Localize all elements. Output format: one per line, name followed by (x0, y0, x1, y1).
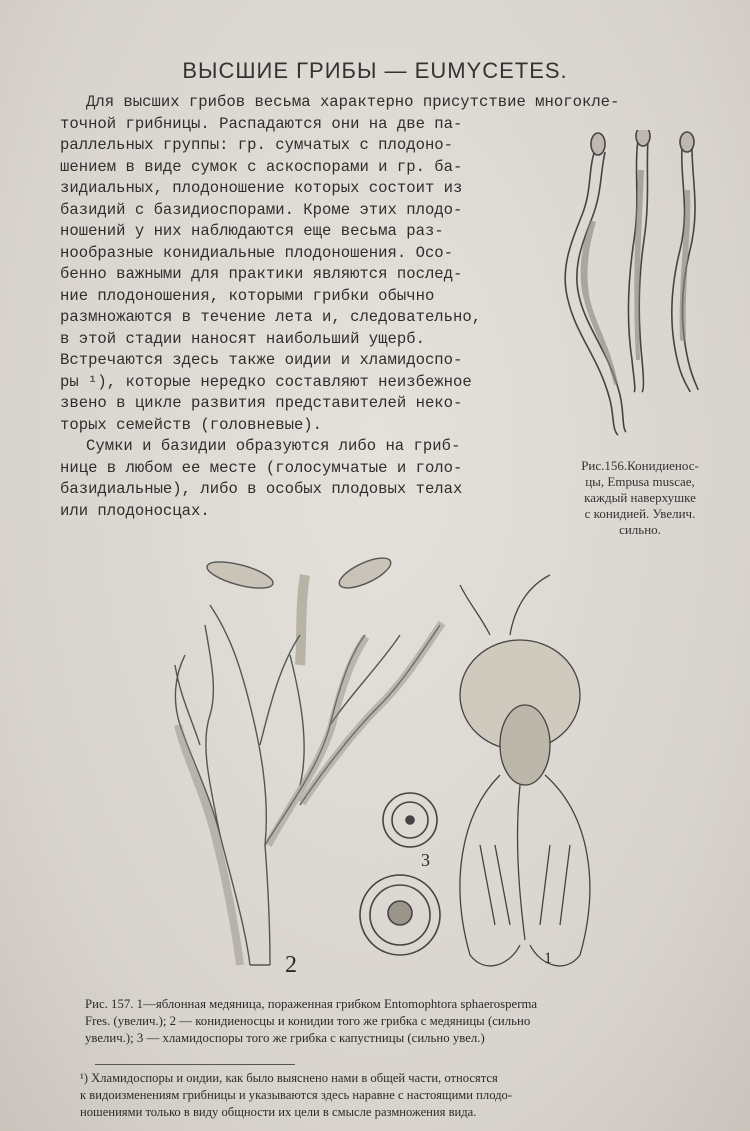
caption-line: сильно. (619, 522, 661, 537)
text-line: зидиальных, плодоношение которых состоит из (60, 179, 463, 197)
caption-line: Рис. 157. 1—яблонная медяница, пораженная грибком Entomophtora sphaerosperma (85, 997, 538, 1011)
text-line: Встречаются здесь также оидии и хламидоспо- (60, 351, 463, 369)
figure-157-part-3-chlamydospores (360, 793, 440, 955)
figure-157-label-2: 2 (285, 952, 297, 978)
figure-157-illustration (150, 545, 620, 990)
text-line: базидий с базидиоспорами. Кроме этих плодо- (60, 200, 463, 219)
figure-157-caption (85, 996, 725, 1047)
figure-157-part-1-apple-sucker (460, 575, 590, 966)
text-line: Сумки и базидии образуются либо на гриб- (86, 437, 461, 455)
text-line: ние плодоношения, которыми грибки обычно (60, 286, 435, 305)
text-line: бенно важными для практики являются послед- (60, 265, 463, 283)
text-line: торых семейств (головневые). (60, 415, 323, 434)
figure-156-conidiophores (540, 130, 740, 440)
figure-157-label-1: 1 (544, 950, 552, 967)
text-line: ры ¹), которые нередко составляют неизбежное (60, 372, 472, 391)
text-line: в этой стадии наносят наибольший ущерб. (60, 329, 425, 348)
text-line: звено в цикле развития представителей неко- (60, 394, 463, 412)
figure-156-caption (550, 458, 730, 538)
caption-line: увелич.); 3 — хламидоспоры того же грибка с капустницы (сильно увел.) (85, 1031, 485, 1045)
caption-line: с конидией. Увелич. (584, 506, 696, 521)
caption-line: Fres. (увелич.); 2 — конидиеносцы и конидии того же грибка с медяницы (сильно (85, 1014, 531, 1028)
text-line: Для высших грибов весьма характерно присутствие многокле- (86, 93, 620, 111)
text-line: ношений у них наблюдаются еще весьма раз- (60, 222, 444, 240)
text-line: точной грибницы. Распадаются они на две па- (60, 114, 463, 133)
footnote-line: ношениями только в виду общности их цели в смысле размножения вида. (80, 1105, 477, 1119)
text-line: шением в виде сумок с аскоспорами и гр. ба- (60, 157, 463, 176)
footnote-divider (95, 1064, 295, 1065)
text-line: раллельных группы: гр. сумчатых с плодоно- (60, 136, 454, 154)
text-line: или плодоносцах. (60, 501, 210, 520)
text-line: базидиальные), либо в особых плодовых телах (60, 480, 463, 498)
caption-line: каждый наверхушке (584, 490, 696, 505)
figure-157-label-3: 3 (421, 850, 430, 870)
text-line: нице в любом ее месте (голосумчатые и голо- (60, 458, 463, 477)
footnote (80, 1070, 730, 1121)
footnote-line: ¹) Хламидоспоры и оидии, как было выяснено нами в общей части, относятся (80, 1071, 498, 1085)
text-line: нообразные конидиальные плодоношения. Осо- (60, 243, 454, 262)
page-heading: ВЫСШИЕ ГРИБЫ — EUMYCETES. (182, 58, 568, 83)
footnote-line: к видоизменениям грибницы и указываются здесь наравне с настоящими плодо- (80, 1088, 513, 1102)
text-line: размножаются в течение лета и, следовательно, (60, 308, 482, 326)
caption-line: цы, Empusa muscae, (585, 474, 695, 489)
caption-line: Рис.156.Конидиенос- (581, 458, 699, 473)
